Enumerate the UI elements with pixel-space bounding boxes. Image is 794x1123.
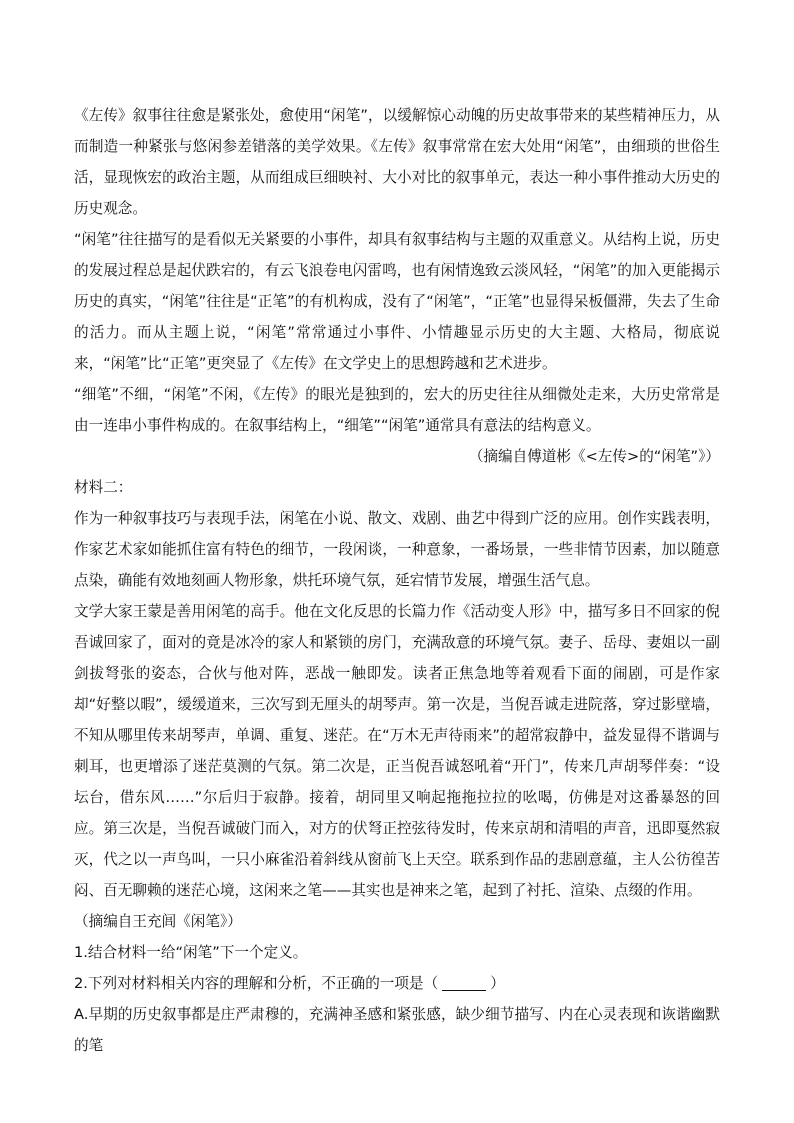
question-2-text: 2.下列对材料相关内容的理解和分析，不正确的一项是（ [74, 975, 439, 992]
material1-paragraph-3: “细笔”不细，“闲笔”不闲，《左传》的眼光是独到的，宏大的历史往往从细微处走来，大历史常常是由一连串小事件构成的。在叙事结构上，“细笔”“闲笔”通常具有意法的结构意义。 [74, 386, 720, 434]
material2-source: （摘编自王充闾《闲笔》） [74, 913, 242, 930]
material1-paragraph-1: 《左传》叙事往往愈是紧张处，愈使用“闲笔”，以缓解惊心动魄的历史故事带来的某些精神压力，从而制造一种紧张与悠闲参差错落的美学效果。《左传》叙事常常在宏大处用“闲笔”，由细琐的世俗生活，显现恢宏的政治主题，从而组成巨细映衬、大小对比的叙事单元，表达一种小事件推动大历史的历史观念。 [74, 107, 720, 217]
answer-blank[interactable] [442, 972, 486, 991]
material1-source: （摘编自傅道彬《<左传>的“闲笔”》） [468, 448, 720, 465]
document-page [74, 100, 720, 1061]
option-a: A.早期的历史叙事都是庄严肃穆的，充满神圣感和紧张感，缺少细节描写、内在心灵表现和诙谐幽默的笔 [74, 1006, 720, 1054]
material2-heading: 材料二： [74, 479, 133, 496]
question-1: 1.结合材料一给“闲笔”下一个定义。 [74, 944, 308, 961]
material1-paragraph-2: “闲笔”往往描写的是看似无关紧要的小事件，却具有叙事结构与主题的双重意义。从结构上说，历史的发展过程总是起伏跌宕的，有云飞浪卷电闪雷鸣，也有闲情逸致云淡风轻，“闲笔”的加入更能揭示历史的真实，“闲笔”往往是“正笔”的有机构成，没有了“闲笔”，“正笔”也显得呆板僵滞，失去了生命的活力。而从主题上说，“闲笔”常常通过小事件、小情趣显示历史的大主题、大格局，彻底说来，“闲笔”比“正笔”更突显了《左传》在文学史上的思想跨越和艺术进步。 [74, 231, 720, 372]
question-2-close: ） [490, 975, 505, 992]
material2-paragraph-2: 文学大家王蒙是善用闲笔的高手。他在文化反思的长篇力作《活动变人形》中，描写多日不回家的倪吾诚回家了，面对的竟是冰冷的家人和紧锁的房门，充满敌意的环境气氛。妻子、岳母、妻姐以一副剑拔弩张的姿态，合伙与他对阵，恶战一触即发。读者正焦急地等着观看下面的闹剧，可是作家却“好整以暇”，缓缓道来，三次写到无厘头的胡琴声。第一次是，当倪吾诚走进院落，穿过影壁墙，不知从哪里传来胡琴声，单调、重复、迷茫。在“万木无声待雨来”的超常寂静中，益发显得不谐调与刺耳，也更增添了迷茫莫测的气氛。第二次是，正当倪吾诚怒吼着“开门”，传来几声胡琴伴奏：“设坛台，借东风……”尔后归于寂静。接着，胡同里又响起拖拖拉拉的吆喝，仿佛是对这番暴怒的回应。第三次是，当倪吾诚破门而入，对方的伏弩正控弦待发时，传来京胡和清唱的声音，迅即戛然寂灭，代之以一声鸟叫，一只小麻雀沿着斜线从窗前飞上天空。联系到作品的悲剧意蕴，主人公彷徨苦闷、百无聊赖的迷茫心境，这闲来之笔——其实也是神来之笔，起到了衬托、渲染、点缀的作用。 [74, 603, 720, 899]
question-2 [74, 968, 720, 999]
material2-paragraph-1: 作为一种叙事技巧与表现手法，闲笔在小说、散文、戏剧、曲艺中得到广泛的应用。创作实践表明，作家艺术家如能抓住富有特色的细节，一段闲谈，一种意象，一番场景，一些非情节因素，加以随意点染，确能有效地刻画人物形象，烘托环境气氛，延宕情节发展，增强生活气息。 [74, 510, 720, 589]
